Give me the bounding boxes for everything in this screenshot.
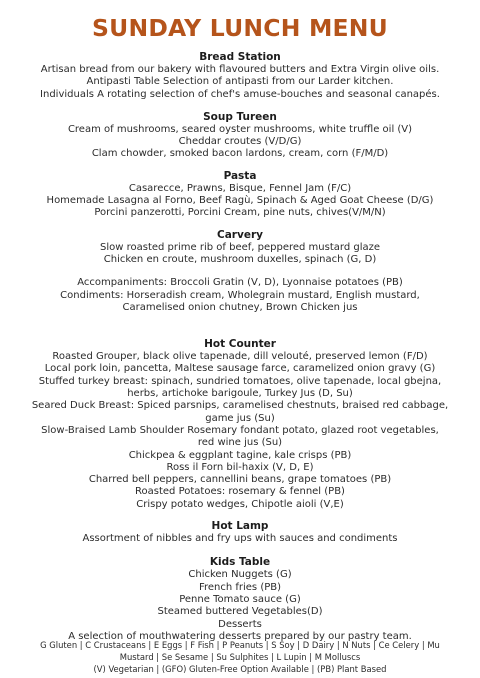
menu-item: Clam chowder, smoked bacon lardons, cream, corn (F/M/D) — [91, 148, 389, 160]
menu-content — [0, 51, 480, 643]
menu-item: Seared Duck Breast: Spiced parsnips, caramelised chestnuts, braised red cabbage, — [31, 400, 449, 412]
menu-item: Charred bell peppers, cannellini beans, grape tomatoes (PB) — [88, 474, 392, 486]
menu-item: Porcini panzerotti, Porcini Cream, pine nuts, chives(V/M/N) — [94, 207, 386, 219]
menu-item: Cheddar croutes (V/D/G) — [178, 136, 302, 148]
menu-item: Roasted Grouper, black olive tapenade, dill velouté, preserved lemon (F/D) — [52, 351, 428, 363]
menu-item: Homemade Lasagna al Forno, Beef Ragù, Spinach & Aged Goat Cheese (D/G) — [46, 195, 434, 207]
menu-item: Assortment of nibbles and fry ups with sauces and condiments — [82, 533, 398, 545]
menu-item: Condiments: Horseradish cream, Wholegrain mustard, English mustard, — [60, 289, 420, 301]
legend-line: G Gluten | C Crustaceans | E Eggs | F Fish | P Peanuts | S Soy | D Dairy | N Nuts | Ce Celery | Mu — [40, 640, 440, 650]
section-heading: Hot Counter — [204, 338, 276, 351]
allergen-legend — [0, 639, 480, 675]
menu-item: Accompaniments: Broccoli Gratin (V, D), Lyonnaise potatoes (PB) — [77, 277, 403, 289]
menu-item: game jus (Su) — [205, 412, 275, 424]
section-heading: Soup Tureen — [203, 110, 277, 123]
section-hot-lamp — [0, 520, 480, 545]
section-hot-counter — [0, 338, 480, 511]
section-heading: Bread Station — [199, 51, 281, 63]
menu-item: Individuals A rotating selection of chef's amuse-bouches and seasonal canapés. — [40, 88, 440, 100]
menu-item: Casarecce, Prawns, Bisque, Fennel Jam (F/C) — [128, 182, 352, 194]
section-heading: Pasta — [223, 169, 257, 182]
menu-item: Steamed buttered Vegetables(D) — [157, 606, 323, 618]
menu-item: French fries (PB) — [198, 581, 282, 593]
menu-item: Cream of mushrooms, seared oyster mushrooms, white truffle oil (V) — [67, 123, 413, 135]
section-heading: Hot Lamp — [211, 520, 269, 533]
menu-item: Desserts — [218, 618, 262, 630]
section-heading: Kids Table — [209, 556, 271, 569]
menu-item: Slow roasted prime rib of beef, peppered mustard glaze — [100, 241, 380, 253]
menu-item: Local pork loin, pancetta, Maltese sausage farce, caramelized onion gravy (G) — [44, 363, 436, 375]
section-bread-station — [0, 51, 480, 101]
menu-item: Stuffed turkey breast: spinach, sundried tomatoes, olive tapenade, local gbejna, — [38, 375, 442, 387]
menu-item: Chicken en croute, mushroom duxelles, spinach (G, D) — [103, 253, 377, 265]
section-carvery — [0, 229, 480, 314]
section-kids-table — [0, 556, 480, 643]
menu-item: Ross il Forn bil-haxix (V, D, E) — [166, 461, 314, 473]
menu-item: Penne Tomato sauce (G) — [179, 593, 301, 605]
section-pasta — [0, 170, 480, 220]
menu-item: Caramelised onion chutney, Brown Chicken jus — [122, 301, 358, 313]
menu-item: Antipasti Table Selection of antipasti from our Larder kitchen. — [86, 76, 394, 88]
menu-item: Artisan bread from our bakery with flavoured butters and Extra Virgin olive oils. — [40, 64, 440, 75]
page-title: SUNDAY LUNCH MENU — [92, 14, 388, 42]
menu-item: herbs, artichoke barigoule, Turkey Jus (D, Su) — [127, 388, 353, 400]
section-soup-tureen — [0, 111, 480, 161]
menu-item: Roasted Potatoes: rosemary & fennel (PB) — [135, 486, 345, 498]
menu-item: A selection of mouthwatering desserts prepared by our pastry team. — [68, 630, 412, 642]
menu-item: Crispy potato wedges, Chipotle aioli (V,E) — [136, 498, 344, 510]
legend-line: Mustard | Se Sesame | Su Sulphites | L Lupin | M Molluscs — [119, 652, 361, 662]
menu-item: red wine jus (Su) — [197, 437, 283, 449]
section-heading: Carvery — [217, 228, 263, 241]
menu-item: Slow-Braised Lamb Shoulder Rosemary fondant potato, glazed root vegetables, — [41, 424, 439, 436]
menu-item: Chicken Nuggets (G) — [188, 569, 292, 581]
legend-line: (V) Vegetarian | (GFO) Gluten-Free Option Available | (PB) Plant Based — [93, 664, 387, 674]
menu-item: Chickpea & eggplant tagine, kale crisps (PB) — [128, 449, 352, 461]
